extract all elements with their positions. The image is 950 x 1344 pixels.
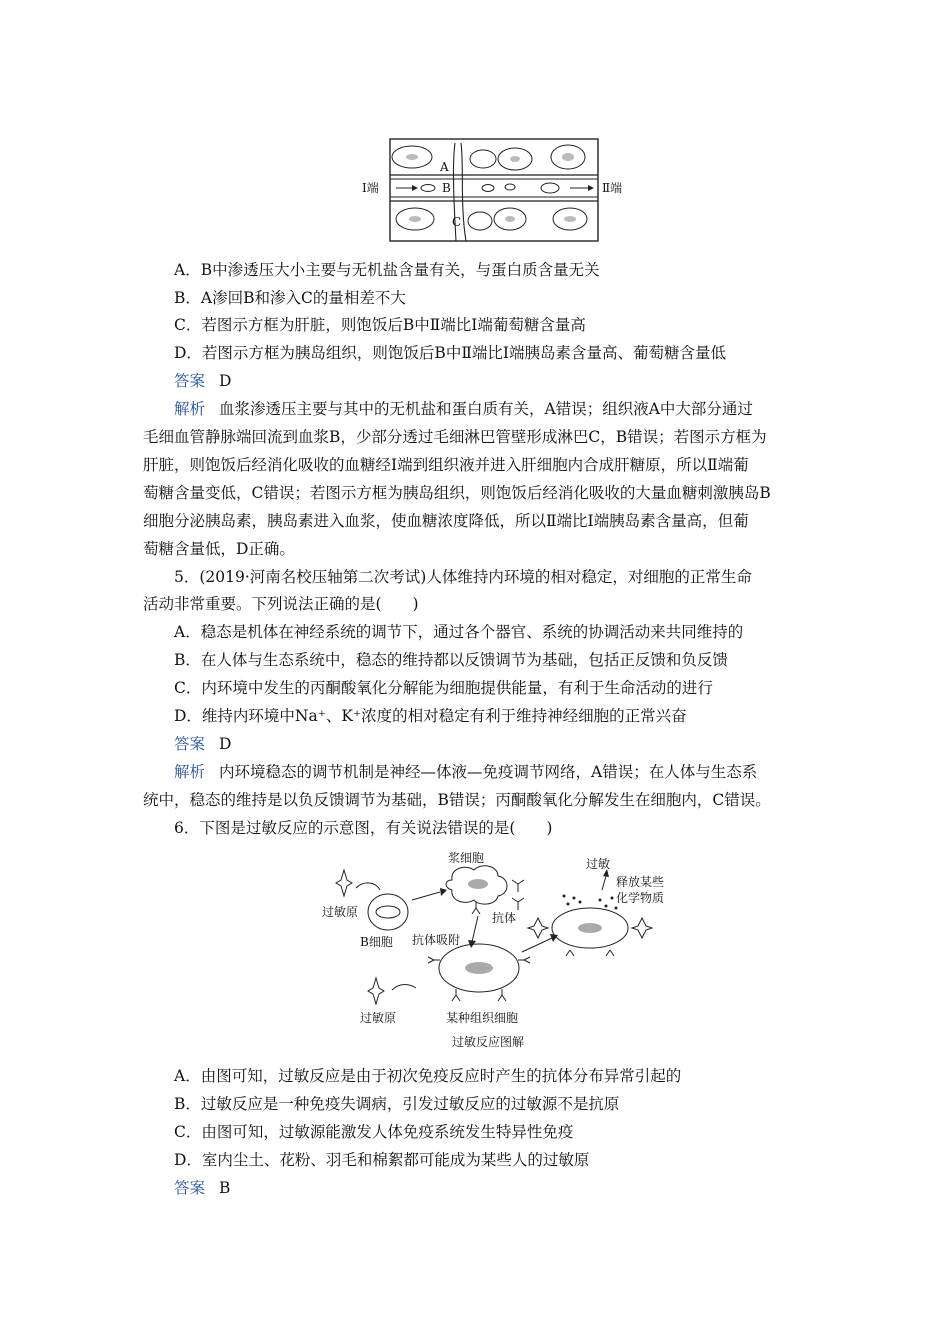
label-plasma-cell: 浆细胞 bbox=[448, 851, 485, 865]
answer-value: D bbox=[219, 372, 232, 390]
q6-option-d: D．室内尘土、花粉、羽毛和棉絮都可能成为某些人的过敏原 bbox=[174, 1151, 590, 1169]
q5-option-c: C．内环境中发生的丙酮酸氧化分解能为细胞提供能量，有利于生命活动的进行 bbox=[174, 679, 713, 697]
answer-value: B bbox=[219, 1179, 231, 1197]
q6-answer bbox=[174, 1177, 230, 1199]
q5-stem-line-2: 活动非常重要。下列说法正确的是( ) bbox=[143, 595, 419, 613]
label-b: B bbox=[442, 181, 451, 195]
q6-option-c: C．由图可知，过敏源能激发人体免疫系统发生特异性免疫 bbox=[174, 1123, 574, 1141]
q6-option-a: A．由图可知，过敏反应是由于初次免疫反应时产生的抗体分布异常引起的 bbox=[174, 1067, 682, 1085]
label-antibody-adsorb: 抗体吸附 bbox=[412, 933, 461, 947]
label-antibody: 抗体 bbox=[492, 911, 517, 925]
label-c: C bbox=[452, 215, 462, 229]
q4-analysis-line-4: 萄糖含量变低，C错误；若图示方框为胰岛组织，则饱饭后经消化吸收的大量血糖刺激胰岛B bbox=[143, 484, 771, 502]
answer-label: 答案 bbox=[174, 1179, 206, 1197]
q4-answer bbox=[174, 370, 231, 392]
label-release-1: 释放某些 bbox=[616, 875, 665, 889]
answer-label: 答案 bbox=[174, 372, 206, 390]
label-allergen-1: 过敏原 bbox=[322, 905, 359, 919]
q5-option-d: D．维持内环境中Na⁺、K⁺浓度的相对稳定有利于维持神经细胞的正常兴奋 bbox=[174, 707, 687, 725]
q4-analysis-line-6: 萄糖含量低，D正确。 bbox=[143, 540, 295, 558]
q4-option-b: B．A渗回B和渗入C的量相差不大 bbox=[174, 289, 406, 307]
label-allergen-2: 过敏原 bbox=[360, 1011, 397, 1025]
q4-option-d: D．若图示方框为胰岛组织，则饱饭后B中Ⅱ端比Ⅰ端胰岛素含量高、葡萄糖含量低 bbox=[174, 344, 726, 362]
q5-analysis-line-2: 统中，稳态的维持是以负反馈调节为基础，B错误；丙酮酸氧化分解发生在细胞内，C错误。 bbox=[143, 791, 771, 809]
analysis-label: 解析 bbox=[174, 400, 206, 418]
q6-stem: 6．下图是过敏反应的示意图，有关说法错误的是( ) bbox=[174, 819, 553, 837]
q4-analysis-line-5: 细胞分泌胰岛素，胰岛素进入血浆，使血糖浓度降低，所以Ⅱ端比Ⅰ端胰岛素含量高，但葡 bbox=[143, 512, 749, 530]
q4-analysis-line-2: 毛细血管静脉端回流到血浆B，少部分透过毛细淋巴管壁形成淋巴C，B错误；若图示方框为 bbox=[143, 428, 767, 446]
label-tissue-cell: 某种组织细胞 bbox=[446, 1011, 519, 1025]
capillary-diagram bbox=[360, 135, 630, 247]
q4-analysis-line-1: 解析 血浆渗透压主要与其中的无机盐和蛋白质有关，A错误；组织液A中大部分通过 bbox=[174, 400, 753, 418]
label-caption: 过敏反应图解 bbox=[452, 1035, 525, 1049]
answer-label: 答案 bbox=[174, 735, 206, 753]
answer-value: D bbox=[219, 735, 232, 753]
label-b-cell: B细胞 bbox=[360, 935, 393, 949]
q4-analysis-line-3: 肝脏，则饱饭后经消化吸收的血糖经Ⅰ端到组织液并进入肝细胞内合成肝糖原，所以Ⅱ端葡 bbox=[143, 456, 749, 474]
q4-option-a: A．B中渗透压大小主要与无机盐含量有关，与蛋白质含量无关 bbox=[174, 261, 600, 279]
q5-analysis-line-1: 解析 内环境稳态的调节机制是神经—体液—免疫调节网络，A错误；在人体与生态系 bbox=[174, 763, 758, 781]
q5-option-a: A．稳态是机体在神经系统的调节下，通过各个器官、系统的协调活动来共同维持的 bbox=[174, 623, 744, 641]
label-end-1: Ⅰ端 bbox=[362, 181, 379, 195]
q6-option-b: B．过敏反应是一种免疫失调病，引发过敏反应的过敏源不是抗原 bbox=[174, 1095, 620, 1113]
label-allergy: 过敏 bbox=[586, 857, 611, 871]
q5-stem-line-1: 5．(2019·河南名校压轴第二次考试)人体维持内环境的相对稳定，对细胞的正常生命 bbox=[174, 568, 752, 586]
label-release-2: 化学物质 bbox=[616, 891, 665, 905]
label-a: A bbox=[440, 160, 449, 174]
q4-option-c: C．若图示方框为肝脏，则饱饭后B中Ⅱ端比Ⅰ端葡萄糖含量高 bbox=[174, 316, 586, 334]
q5-answer bbox=[174, 733, 231, 755]
q5-option-b: B．在人体与生态系统中，稳态的维持都以反馈调节为基础，包括正反馈和负反馈 bbox=[174, 651, 728, 669]
analysis-label: 解析 bbox=[174, 763, 206, 781]
label-end-2: Ⅱ端 bbox=[602, 181, 623, 195]
allergy-diagram bbox=[316, 850, 686, 1058]
